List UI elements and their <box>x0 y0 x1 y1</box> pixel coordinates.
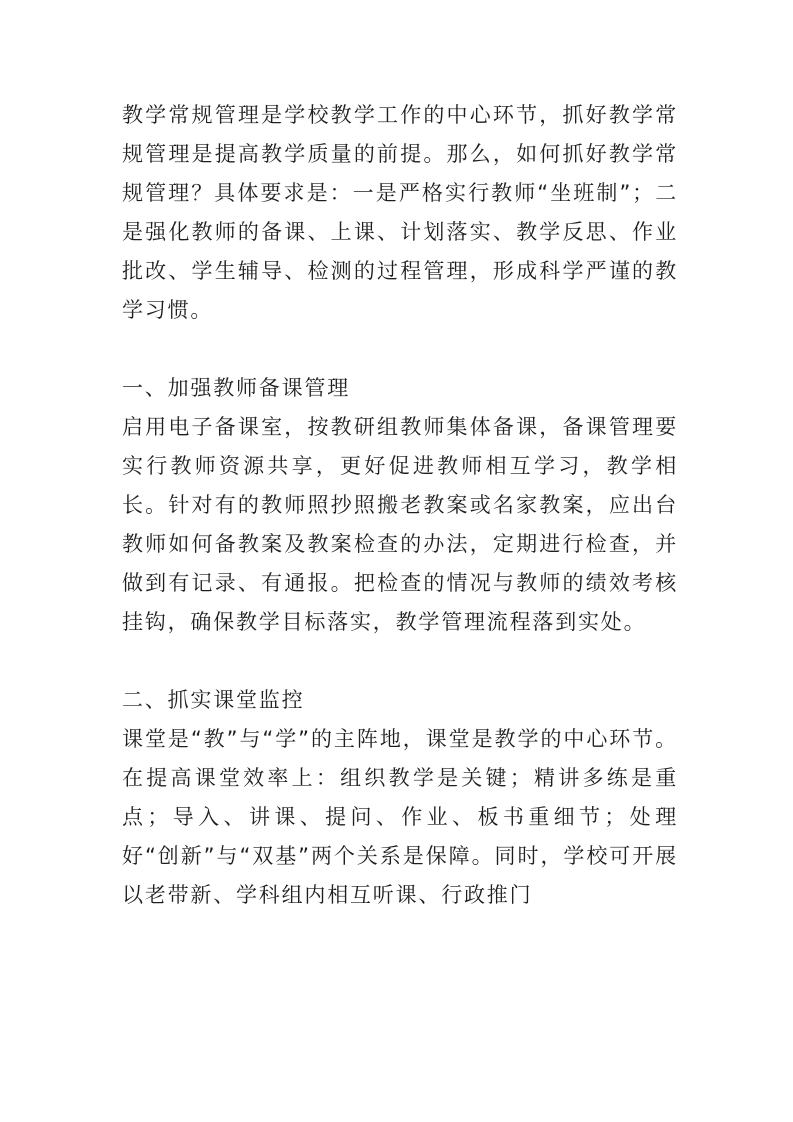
document-body <box>122 96 678 915</box>
section-paragraph: 启用电子备课室，按教研组教师集体备课，备课管理要实行教师资源共享，更好促进教师相互学习，教学相长。针对有的教师照抄照搬老教案或名家教案，应出台教师如何备教案及教案检查的办法，定期进行检查，并做到有记录、有通报。把检查的情况与教师的绩效考核挂钩，确保教学目标落实，教学管理流程落到实处。 <box>122 415 678 634</box>
section-paragraph: 课堂是“教”与“学”的主阵地，课堂是教学的中心环节。在提高课堂效率上：组织教学是关键；精讲多练是重点；导入、讲课、提问、作业、板书重细节；处理好“创新”与“双基”两个关系是保障。同时，学校可开展以老带新、学科组内相互听课、行政推门 <box>122 727 678 907</box>
paragraph-spacer <box>122 642 678 681</box>
intro-paragraph: 教学常规管理是学校教学工作的中心环节，抓好教学常规管理是提高教学质量的前提。那么，如何抓好教学常规管理？具体要求是：一是严格实行教师“坐班制”；二是强化教师的备课、上课、计划落实、教学反思、作业批改、学生辅导、检测的过程管理，形成科学严谨的教学习惯。 <box>122 103 678 322</box>
section-heading: 一、加强教师备课管理 <box>122 376 350 400</box>
paragraph-spacer <box>122 330 678 369</box>
section-heading: 二、抓实课堂监控 <box>122 688 305 712</box>
